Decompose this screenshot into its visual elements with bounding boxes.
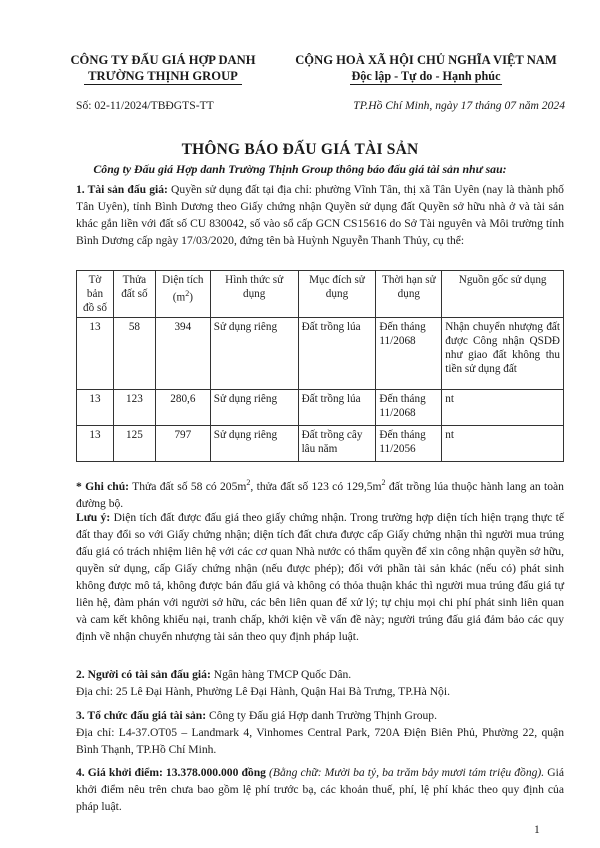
section-1-label: 1. Tài sản đấu giá: (76, 183, 168, 196)
note-sup-a: 2 (246, 478, 251, 487)
table-row (77, 318, 564, 390)
cell-origin: Nhận chuyển nhượng đất được Công nhận QSDĐ như giao đất không thu tiền sử dụng đất (442, 318, 564, 390)
company-name-line1: CÔNG TY ĐẤU GIÁ HỢP DANH (70, 53, 256, 67)
col-header-use-form: Hình thức sử dụng (210, 271, 298, 318)
cell-term: Đến tháng 11/2068 (376, 390, 442, 426)
col-header-purpose: Mục đích sử dụng (298, 271, 376, 318)
cell-use-form: Sử dụng riêng (210, 318, 298, 390)
section-1-asset (76, 181, 564, 249)
col-header-term: Thời hạn sử dụng (376, 271, 442, 318)
section-1-text: Quyền sử dụng đất tại địa chỉ: phường Vĩnh Tân, thị xã Tân Uyên (nay là thành phố Tân Uyên), tỉnh Bình Dương theo Giấy chứng nhận Quyền sử dụng đất Quyền sở hữu nhà ở và tài sản khác gắn liền với đất số CU 830042, số vào sổ cấp GCN CS15616 do Sở Tài nguyên và Môi trường tỉnh Bình Dương cấp ngày 17/03/2020, đứng tên bà Huỳnh Nguyễn Thanh Thủy, cụ thể: (76, 183, 564, 247)
section-3-label: 3. Tổ chức đấu giá tài sản: (76, 709, 207, 722)
page-number: 1 (534, 823, 540, 836)
note-sup-b: 2 (381, 478, 386, 487)
cell-origin: nt (442, 390, 564, 426)
table-row (77, 390, 564, 426)
section-2-text: Ngân hàng TMCP Quốc Dân. (210, 668, 352, 681)
cell-area: 280,6 (155, 390, 210, 426)
col-header-map-sheet: Tờ bản đồ số (77, 271, 114, 318)
cell-area: 797 (155, 426, 210, 462)
col-header-parcel: Thửa đất số (113, 271, 155, 318)
cell-parcel: 125 (113, 426, 155, 462)
section-3-organizer (76, 707, 564, 758)
cell-use-form: Sử dụng riêng (210, 426, 298, 462)
cell-purpose: Đất trồng lúa (298, 390, 376, 426)
nation-motto: Độc lập - Tự do - Hạnh phúc (351, 69, 501, 83)
document-subtitle: Công ty Đấu giá Hợp danh Trường Thịnh Group thông báo đấu giá tài sản như sau: (93, 162, 507, 176)
col-header-origin: Nguồn gốc sử dụng (442, 271, 564, 318)
cell-parcel: 123 (113, 390, 155, 426)
caution-label: Lưu ý: (76, 511, 111, 524)
document-title: THÔNG BÁO ĐẤU GIÁ TÀI SẢN (181, 141, 419, 158)
cell-parcel: 58 (113, 318, 155, 390)
caution-paragraph (76, 509, 564, 645)
table-row (77, 426, 564, 462)
cell-area: 394 (155, 318, 210, 390)
section-4-words: (Bằng chữ: Mười ba tỷ, ba trăm bảy mươi tám triệu đồng). (265, 766, 545, 779)
area-header-label: Diện tích (162, 274, 204, 286)
document-date: TP.Hồ Chí Minh, ngày 17 tháng 07 năm 2024 (353, 99, 565, 112)
section-2-label: 2. Người có tài sản đấu giá: (76, 668, 211, 681)
note-text-c: đất trồng lúa thuộc hành lang an toàn đường bộ. (76, 479, 564, 510)
cell-map-sheet: 13 (77, 318, 114, 390)
document-reference: Số: 02-11/2024/TBĐGTS-TT (76, 99, 214, 112)
cell-map-sheet: 13 (77, 426, 114, 462)
cell-origin: nt (442, 426, 564, 462)
area-header-close: ) (189, 291, 193, 304)
section-2-owner (76, 666, 564, 700)
company-header (52, 52, 274, 85)
section-4-label: 4. Giá khởi điểm: 13.378.000.000 đồng (76, 766, 266, 779)
cell-purpose: Đất trồng cây lâu năm (298, 426, 376, 462)
section-3-address: Địa chỉ: L4-37.OT05 – Landmark 4, Vinhomes Central Park, 720A Điện Biên Phủ, Phường 22, quận Bình Thạnh, TP.Hồ Chí Minh. (76, 726, 564, 756)
cell-term: Đến tháng 11/2068 (376, 318, 442, 390)
section-4-text: Giá khởi điểm nêu trên chưa bao gồm lệ phí trước bạ, các khoản thuế, phí, lệ phí khác theo quy định của pháp luật. (76, 766, 565, 813)
cell-use-form: Sử dụng riêng (210, 390, 298, 426)
note-text-a: Thửa đất số 58 có 205m (129, 479, 247, 493)
note-text-b: , thửa đất số 123 có 129,5m (250, 479, 382, 493)
area-header-sup: 2 (185, 289, 190, 298)
cell-term: Đến tháng 11/2056 (376, 426, 442, 462)
col-header-area (155, 271, 210, 318)
land-parcel-table (76, 270, 564, 462)
company-name-line2: TRƯỜNG THỊNH GROUP (84, 68, 242, 85)
note-paragraph (76, 474, 564, 512)
nation-title: CỘNG HOÀ XÃ HỘI CHỦ NGHĨA VIỆT NAM (295, 53, 557, 67)
note-label: * Ghi chú: (76, 479, 130, 493)
cell-map-sheet: 13 (77, 390, 114, 426)
area-header-unit: (m (172, 291, 186, 304)
caution-text: Diện tích đất được đấu giá theo giấy chứng nhận. Trong trường hợp diện tích hiện trạng thực tế đất thay đổi so với Giấy chứng nhận; diện tích đất chưa được cấp Giấy chứng nhận thì người mua trúng đấu giá có trách nhiệm liên hệ với các cơ quan Nhà nước có thẩm quyền để xin công nhận quyền sở hữu, quyền sử dụng, cấp Giấy chứng nhận (nếu được phép); đối với phần tài sản khác (nếu có) phát sinh không được mô tả, không được bán đấu giá và không có thỏa thuận khác thì người mua trúng đấu giá tự liên hệ, đàm phán với người sở hữu, các bên liên quan để xử lý; tự chịu mọi chi phí phát sinh liên quan và cam kết không khiếu nại, tranh chấp, khởi kiện về vấn đề này; người trúng đấu giá đảm bảo các quy định về nhận chuyển nhượng tài sản theo quy định pháp luật. (76, 511, 564, 643)
section-4-starting-price (76, 764, 564, 815)
section-3-text: Công ty Đấu giá Hợp danh Trường Thịnh Group. (206, 709, 437, 722)
section-2-address: Địa chỉ: 25 Lê Đại Hành, Phường Lê Đại Hành, Quận Hai Bà Trưng, TP.Hà Nội. (76, 685, 450, 698)
nation-header (276, 52, 576, 85)
cell-purpose: Đất trồng lúa (298, 318, 376, 390)
table-header-row (77, 271, 564, 318)
